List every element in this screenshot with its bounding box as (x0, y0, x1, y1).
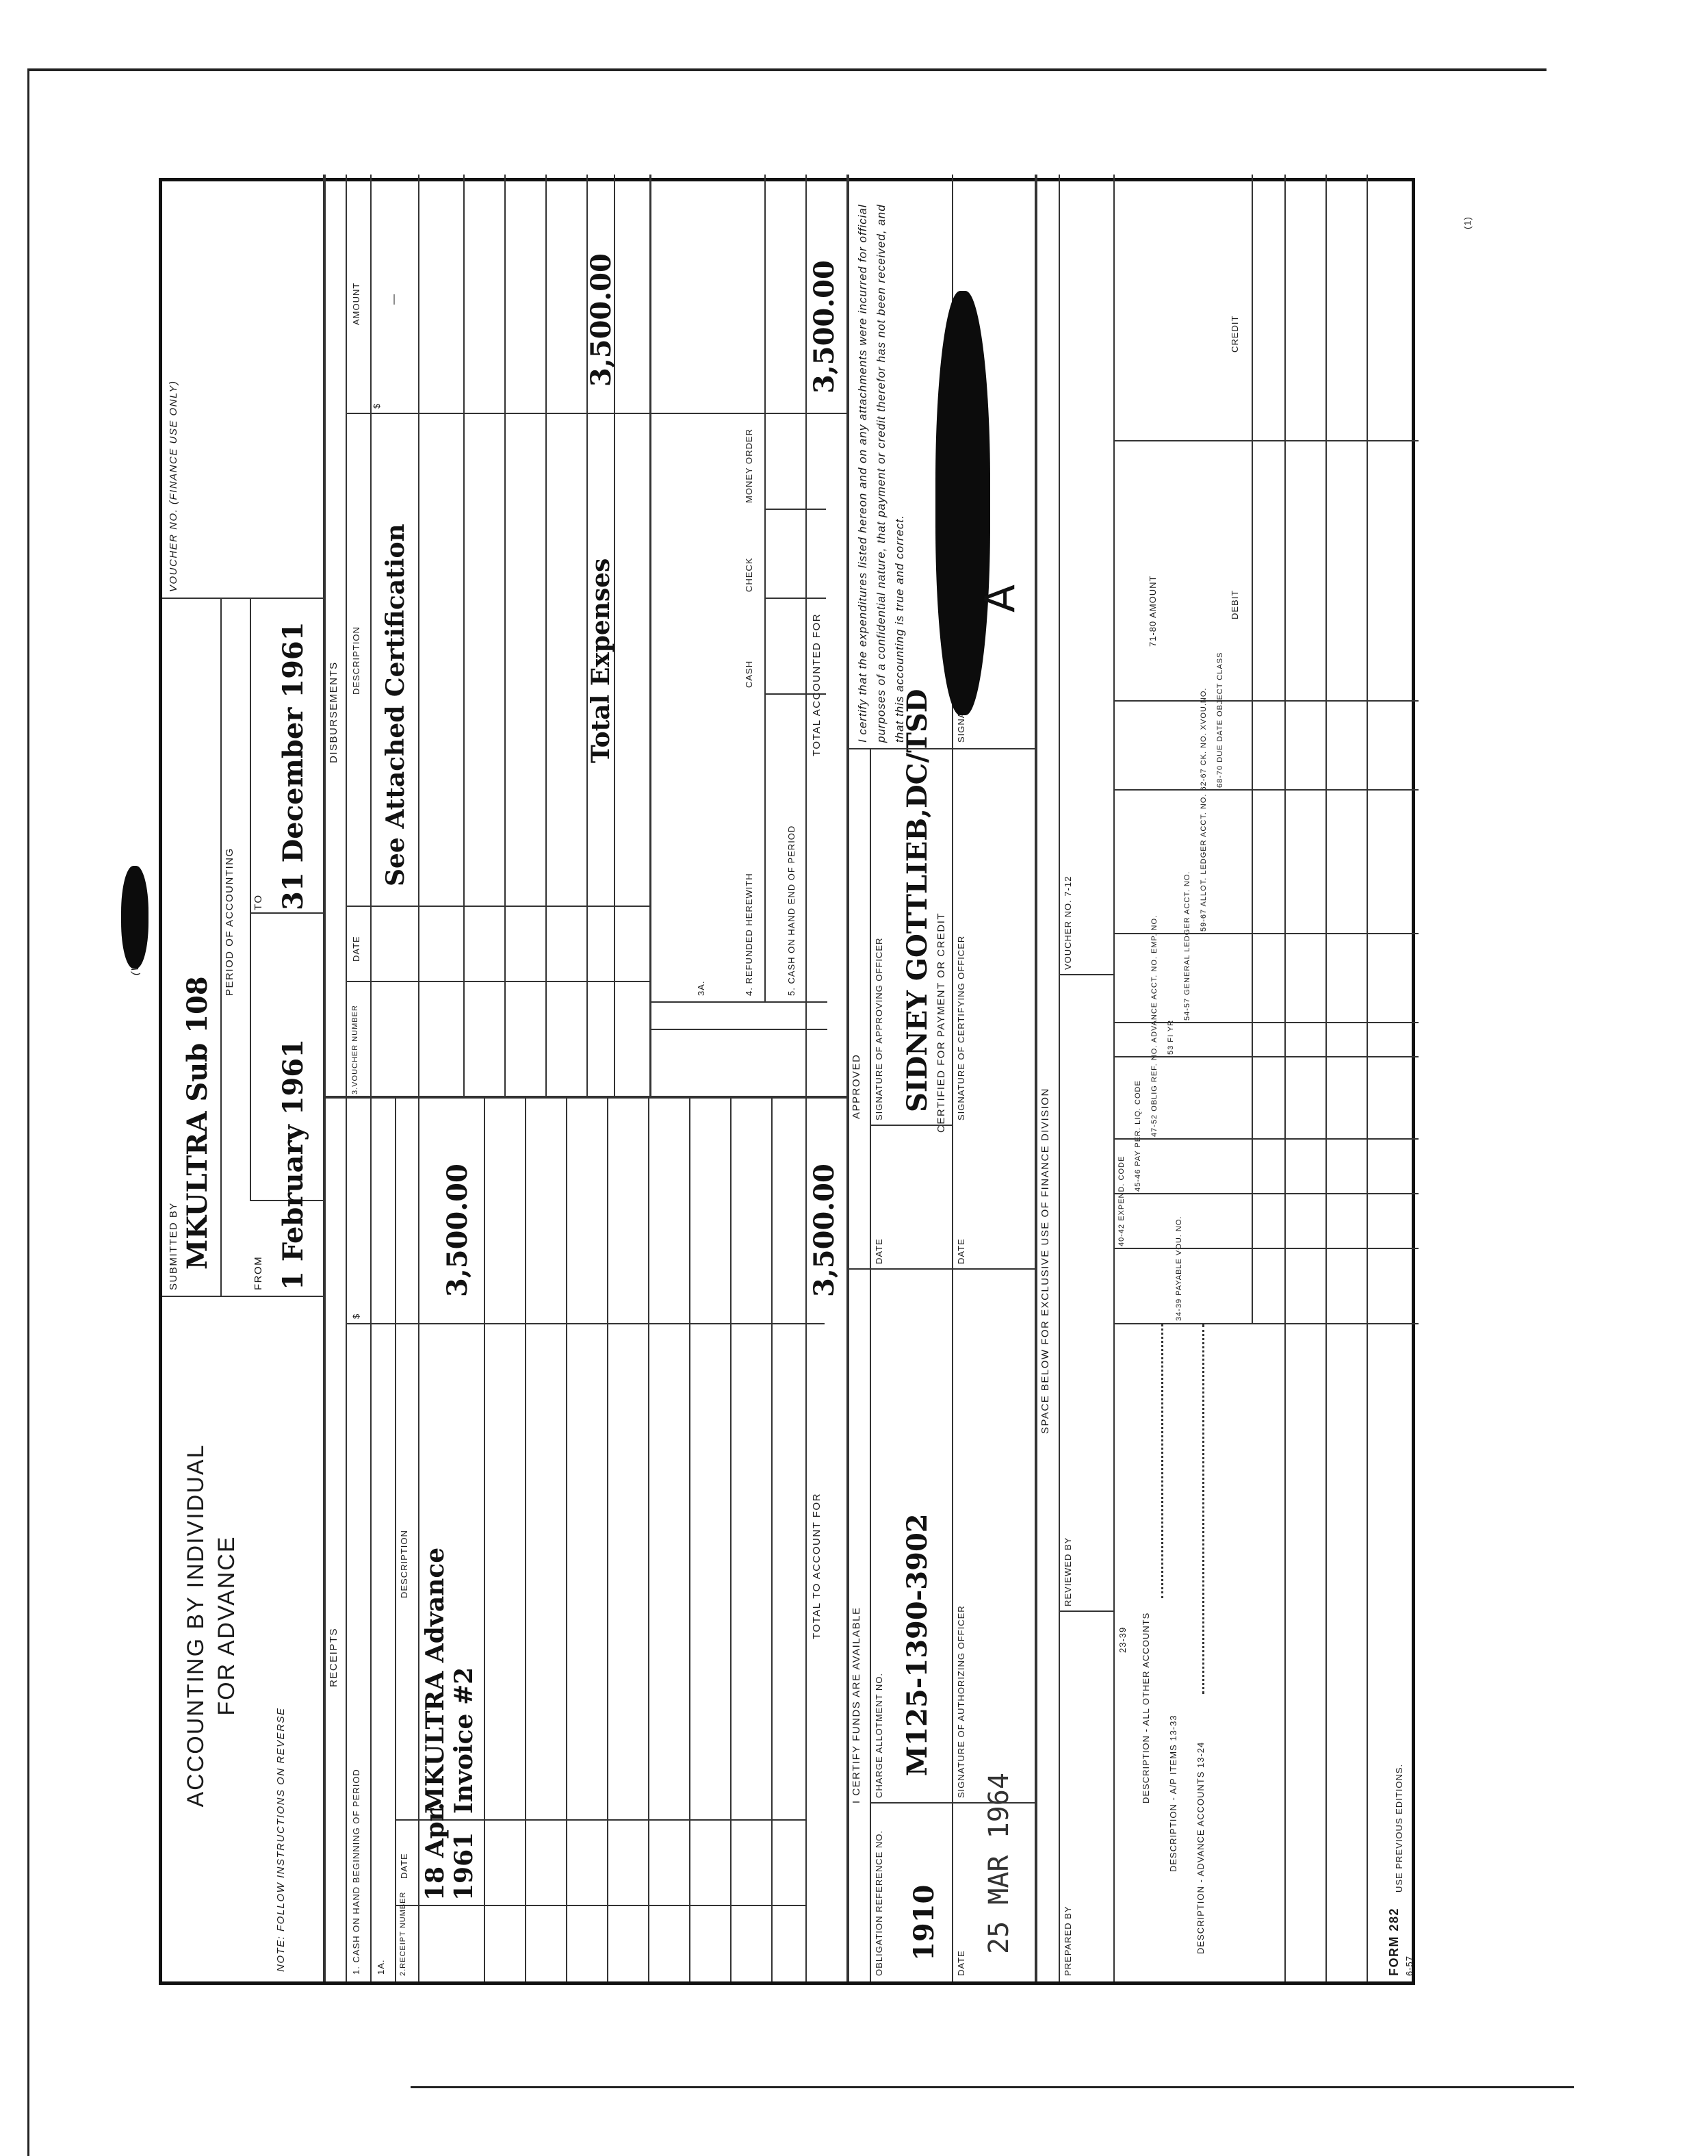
col-40-42: 40-42 EXPEND. CODE (1117, 1155, 1126, 1246)
authorizing-officer-label: SIGNATURE OF AUTHORIZING OFFICER (956, 1605, 966, 1798)
payee-mark: A (976, 584, 1024, 613)
col-59-67: 59-67 ALLOT. LEDGER ACCT. NO. 62-67 CK. NO. XVOU.NO. (1200, 687, 1208, 932)
total-expenses-amount: 3,500.00 (585, 253, 617, 387)
col-45-46: 45-46 PAY PER. LIQ. CODE (1134, 1080, 1142, 1192)
col-receipt-number: 2.RECEIPT NUMBER (399, 1891, 407, 1976)
row-1a-label: 1A. (376, 1959, 386, 1975)
col-23-39: 23-39 (1117, 1626, 1128, 1653)
col-receipt-description: DESCRIPTION (399, 1530, 409, 1598)
col-54-57: 54-57 GENERAL LEDGER ACCT. NO. (1183, 871, 1191, 1021)
receipt-date-1: 18 Apr. (421, 1802, 450, 1901)
receipt-amount: 3,500.00 (441, 1164, 474, 1297)
col-68-70: 68-70 DUE DATE OBJECT CLASS (1216, 652, 1224, 788)
total-to-account-amount: 3,500.00 (808, 1164, 840, 1297)
submitted-by-value: MKULTRA Sub 108 (181, 976, 214, 1270)
approving-officer-label: SIGNATURE OF APPROVING OFFICER (874, 937, 884, 1120)
desc-all-other-accounts: DESCRIPTION - ALL OTHER ACCOUNTS (1141, 1612, 1151, 1804)
row-refunded: 4. REFUNDED HEREWITH (744, 873, 754, 996)
redaction-payee (935, 291, 990, 715)
col-47-52: 47-52 OBLIG REF. NO. ADVANCE ACCT. NO. EMP. NO. (1150, 914, 1159, 1137)
form-title-line2: FOR ADVANCE (214, 1535, 240, 1716)
period-label: PERIOD OF ACCOUNTING (224, 847, 235, 996)
from-label: FROM (253, 1255, 264, 1290)
voucher-no-7-12: VOUCHER NO. 7-12 (1063, 875, 1073, 970)
obligation-ref-label: OBLIGATION REFERENCE NO. (874, 1830, 884, 1976)
total-accounted-amount: 3,500.00 (808, 260, 840, 394)
credit-label: CREDIT (1230, 315, 1240, 352)
receipts-dollar: $ (351, 1313, 361, 1319)
to-label: TO (253, 894, 264, 910)
receipt-description-2: Invoice #2 (450, 1667, 478, 1814)
col-disbursement-amount: AMOUNT (351, 282, 361, 325)
form-date: 6-57 (1404, 1955, 1414, 1976)
col-71-80: 71-80 AMOUNT (1148, 575, 1158, 647)
debit-label: DEBIT (1230, 589, 1240, 619)
disbursement-description: See Attached Certification (381, 524, 410, 886)
check-option: CHECK (744, 557, 754, 592)
row-cash-end: 5. CASH ON HAND END OF PERIOD (786, 825, 797, 996)
form-editions-note: USE PREVIOUS EDITIONS. (1394, 1763, 1404, 1892)
col-disbursement-date: DATE (351, 936, 361, 962)
disbursements-dollar: $ (372, 402, 382, 409)
advance-accounting-form (159, 178, 1473, 1985)
col-disbursement-description: DESCRIPTION (351, 626, 361, 695)
money-order-option: MONEY ORDER (744, 428, 754, 503)
cash-option: CASH (744, 660, 754, 688)
receipts-header: RECEIPTS (328, 1627, 339, 1687)
disbursements-header: DISBURSEMENTS (328, 661, 339, 763)
to-value: 31 December 1961 (277, 621, 309, 910)
received-date-stamp: 25 MAR 1964 (983, 1773, 1015, 1954)
certifying-officer-label: SIGNATURE OF CERTIFYING OFFICER (956, 935, 966, 1120)
receipt-description-1: MKULTRA Advance (421, 1547, 450, 1814)
approved-date-label: DATE (874, 1238, 884, 1264)
from-value: 1 February 1961 (277, 1038, 309, 1290)
certification-statement: I certify that the expenditures listed hereon and on any attachments were incurred for official purposes of a confidential nature, that payment or credit therefor has not been received, and that this accounting is true and correct. (856, 204, 906, 743)
prepared-by-label: PREPARED BY (1063, 1905, 1073, 1976)
form-title-line1: ACCOUNTING BY INDIVIDUAL (183, 1443, 209, 1808)
charge-allotment-label: CHARGE ALLOTMENT NO. (874, 1672, 884, 1798)
approving-officer-signature: SIDNEY GOTTLIEB,DC/TSD (901, 689, 933, 1112)
certified-for-payment-label: CERTIFIED FOR PAYMENT OR CREDIT (935, 912, 947, 1133)
desc-ap-items: DESCRIPTION - A/P ITEMS 13-33 (1168, 1715, 1178, 1872)
cash-on-hand-label: 1. CASH ON HAND BEGINNING OF PERIOD (351, 1769, 361, 1975)
col-receipt-date: DATE (399, 1853, 409, 1879)
col-53: 53 FI YR (1167, 1019, 1175, 1055)
total-expenses-label: Total Expenses (586, 558, 615, 763)
desc-advance-accounts: DESCRIPTION - ADVANCE ACCOUNTS 13-24 (1195, 1741, 1206, 1954)
funds-available-label: I CERTIFY FUNDS ARE AVAILABLE (851, 1606, 862, 1804)
col-voucher-number: 3.VOUCHER NUMBER (351, 1005, 359, 1094)
form-note: NOTE: FOLLOW INSTRUCTIONS ON REVERSE (275, 1707, 287, 1972)
charge-allotment-value: M125-1390-3902 (901, 1513, 933, 1776)
approved-label: APPROVED (851, 1053, 862, 1119)
form-number: FORM 282 (1387, 1907, 1401, 1976)
finance-header: SPACE BELOW FOR EXCLUSIVE USE OF FINANCE DIVISION (1039, 1088, 1051, 1434)
row-3a: 3A. (696, 980, 706, 996)
submitted-by-label: SUBMITTED BY (168, 1202, 179, 1290)
total-accounted-label: TOTAL ACCOUNTED FOR (811, 613, 823, 756)
total-to-account-label: TOTAL TO ACCOUNT FOR (811, 1493, 823, 1639)
reviewed-by-label: REVIEWED BY (1063, 1537, 1073, 1606)
page-marker: (1) (1462, 216, 1473, 229)
receipt-date-2: 1961 (450, 1832, 478, 1901)
redaction-header (121, 866, 148, 968)
scan-top-border (27, 68, 1547, 71)
voucher-no-label: VOUCHER NO. (FINANCE USE ONLY) (168, 380, 179, 592)
scan-bottom-border (411, 2086, 1574, 2088)
date-label: DATE (956, 1950, 966, 1976)
certified-date-label: DATE (956, 1238, 966, 1264)
obligation-ref-value: 1910 (908, 1884, 940, 1961)
col-34-39: 34-39 PAYABLE VOU. NO. (1175, 1216, 1183, 1321)
disbursement-dash: — (388, 293, 400, 305)
scan-left-border (27, 68, 29, 2156)
